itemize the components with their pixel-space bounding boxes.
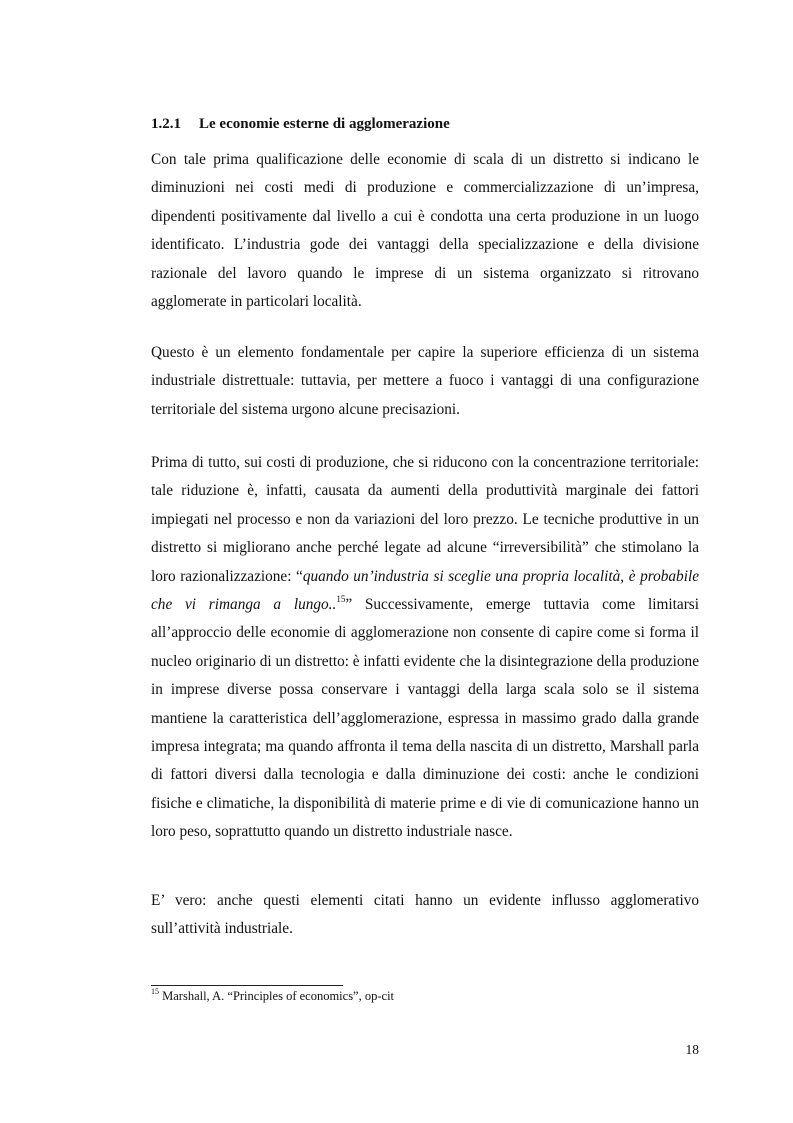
paragraph-3-continuation: ” Successivamente, emerge tuttavia come limitarsi all’approccio delle economie di agglomerazione non consente di capire come si forma il nucleo originario di un distretto: è infatti evidente che la disintegrazione della produzione in imprese diverse possa conservare i vantaggi della larga scala solo se il sistema mantiene la caratteristica dell’agglomerazione, espressa in massimo grado dalla grande impresa integrata; ma quando affronta il tema della nascita di un distretto, Marshall parla di fattori diversi dalla tecnologia e dalla diminuzione dei costi: anche le condizioni fisiche e climatiche, la disponibilità di materie prime e di vie di comunicazione hanno un loro peso, soprattutto quando un distretto industriale nasce.	[151, 596, 699, 841]
section-title: Le economie esterne di agglomerazione	[199, 116, 450, 132]
footnote-text: Marshall, A. “Principles of economics”, op-cit	[159, 989, 395, 1003]
paragraph-2: Questo è un elemento fondamentale per capire la superiore efficienza di un sistema industriale distrettuale: tuttavia, per mettere a fuoco i vantaggi di una configurazione territoriale del sistema urgono alcune precisazioni.	[151, 344, 699, 418]
marshall-quote: quando un’industria si sceglie una propria località, è probabile che vi rimanga a lungo..	[151, 567, 699, 614]
footnote	[151, 988, 699, 1004]
paragraph-4: E’ vero: anche questi elementi citati hanno un evidente influsso agglomerativo sull’attività industriale.	[151, 892, 699, 938]
footnote-reference[interactable]: 15	[336, 593, 346, 604]
paragraph-3	[151, 449, 699, 847]
footnote-number: 15	[151, 986, 159, 996]
page-number: 18	[685, 1042, 699, 1057]
paragraph-3-intro: Prima di tutto, sui costi di produzione, che si riducono con la concentrazione territoriale: tale riduzione è, infatti, causata da aumenti della produttività marginale dei fattori impiegati nel processo e non da variazioni del loro prezzo. Le tecniche produttive in un distretto si migliorano anche perché legate ad alcune “irreversibilità” che stimolano la loro razionalizzazione: “	[151, 454, 699, 585]
footnote-separator	[151, 985, 343, 986]
paragraph-1: Con tale prima qualificazione delle economie di scala di un distretto si indicano le diminuzioni nei costi medi di produzione e commercializzazione di un’impresa, dipendenti positivamente dal livello a cui è condotta una certa produzione in un luogo identificato. L’industria gode dei vantaggi della specializzazione e della divisione razionale del lavoro quando le imprese di un sistema organizzato si ritrovano agglomerate in particolari località.	[151, 151, 699, 311]
section-heading	[151, 114, 699, 134]
section-number: 1.2.1	[151, 116, 181, 132]
